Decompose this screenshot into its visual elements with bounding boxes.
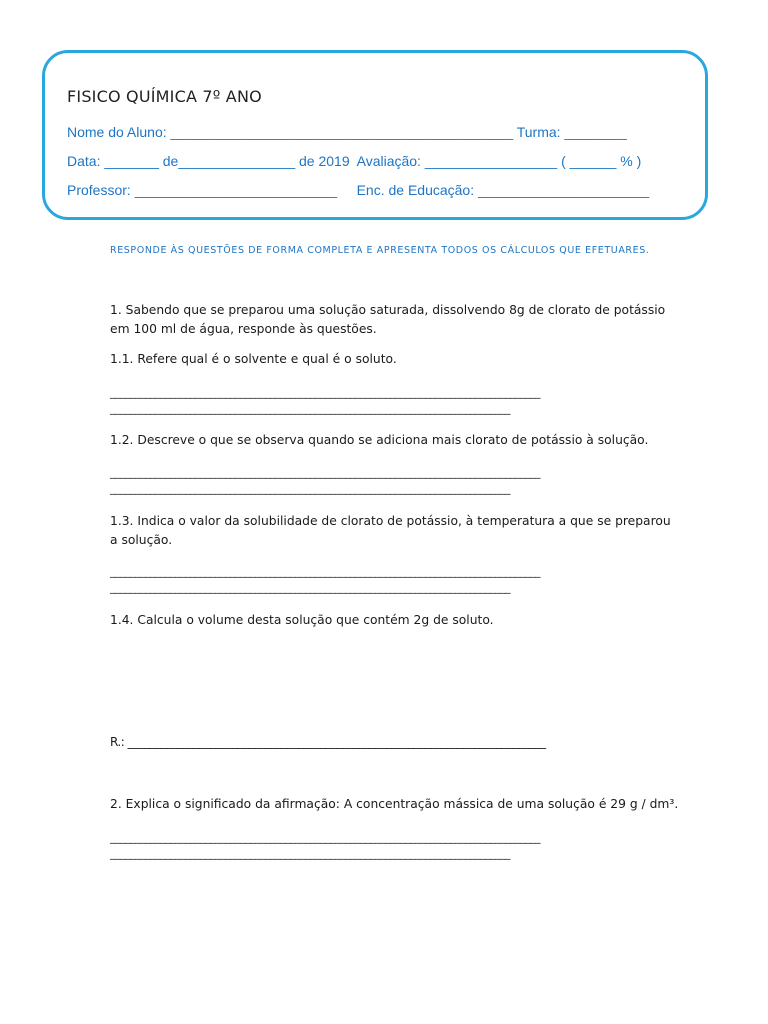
question-2: 2. Explica o significado da afirmação: A concentração mássica de uma solução é 29 g / dm³. [110, 797, 679, 811]
worksheet-title: FISICO QUÍMICA 7º ANO [67, 87, 262, 106]
answer-line-1-2a[interactable]: ______________________________________________________________________________________ [110, 466, 540, 479]
answer-line-1-3b[interactable]: ________________________________________________________________________________ [110, 581, 510, 594]
student-info-box [42, 50, 708, 220]
student-name-turma-line[interactable]: Nome do Aluno: ____________________________________________ Turma: ________ [67, 124, 627, 140]
answer-line-1-3a[interactable]: ______________________________________________________________________________________ [110, 565, 540, 578]
question-1-4: 1.4. Calcula o volume desta solução que contém 2g de soluto. [110, 613, 494, 627]
question-1-1: 1.1. Refere qual é o solvente e qual é o soluto. [110, 352, 397, 366]
teacher-guardian-line[interactable]: Professor: __________________________ Enc. de Educação: ______________________ [67, 182, 650, 198]
answer-line-1-1a[interactable]: ______________________________________________________________________________________ [110, 386, 540, 399]
answer-line-2b[interactable]: ________________________________________________________________________________ [110, 847, 510, 860]
answer-line-1-1b[interactable]: ________________________________________________________________________________ [110, 402, 510, 415]
instructions-text: RESPONDE ÀS QUESTÕES DE FORMA COMPLETA E APRESENTA TODOS OS CÁLCULOS QUE EFETUARES. [110, 245, 650, 256]
response-line-1-4[interactable]: R.: ____________________________________________________________________________ [110, 735, 546, 749]
question-1-2: 1.2. Descreve o que se observa quando se adiciona mais clorato de potássio à solução. [110, 433, 649, 447]
question-1-3: 1.3. Indica o valor da solubilidade de clorato de potássio, à temperatura a que se preparou a solução. [110, 514, 671, 547]
answer-line-2a[interactable]: ______________________________________________________________________________________ [110, 831, 540, 844]
answer-line-1-2b[interactable]: ________________________________________________________________________________ [110, 482, 510, 495]
date-evaluation-line[interactable]: Data: _______ de_______________ de 2019 Avaliação: _________________ ( ______ % ) [67, 153, 642, 169]
question-1: 1. Sabendo que se preparou uma solução saturada, dissolvendo 8g de clorato de potássio em 100 ml de água, responde às questões. [110, 303, 666, 336]
